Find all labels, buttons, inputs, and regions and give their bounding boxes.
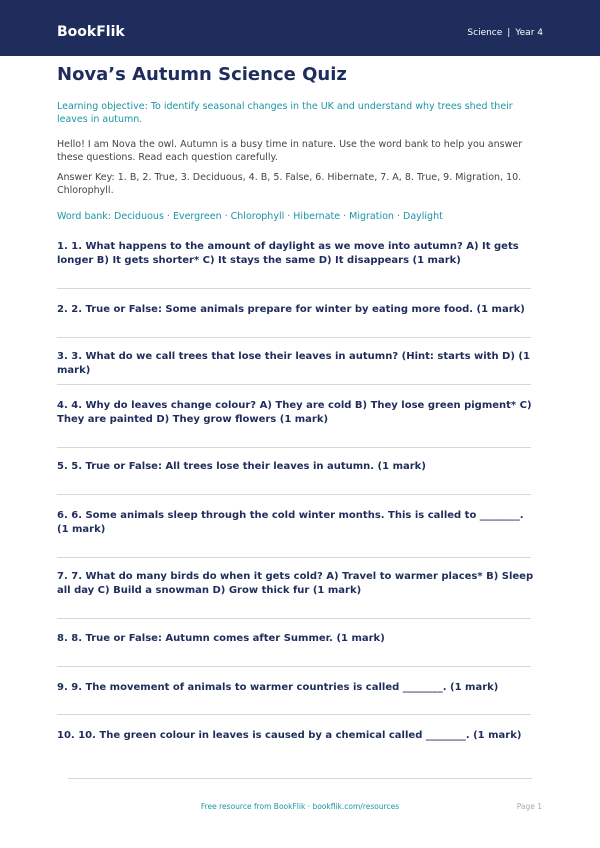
answer-line (57, 666, 531, 667)
answer-line (57, 447, 531, 448)
question-8: 8. 8. True or False: Autumn comes after Summer. (1 mark) (57, 633, 385, 644)
question-7: 7. 7. What do many birds do when it gets cold? A) Travel to warmer places* B) Sleep all day C) Build a snowman D) Grow thick fur (1 mark) (57, 571, 534, 596)
word-bank: Word bank: Deciduous · Evergreen · Chlorophyll · Hibernate · Migration · Daylight (57, 211, 443, 222)
footer-resource-link[interactable]: Free resource from BookFlik · bookflik.com/resources (200, 802, 400, 811)
page-header (0, 0, 600, 56)
answer-key: Answer Key: 1. B, 2. True, 3. Deciduous, 4. B, 5. False, 6. Hibernate, 7. A, 8. True, 9. Migration, 10. Chlorophyll. (57, 172, 522, 196)
question-9: 9. 9. The movement of animals to warmer countries is called ________. (1 mark) (57, 682, 499, 693)
answer-line (57, 557, 531, 558)
answer-line (57, 288, 531, 289)
brand-logo[interactable]: BookFlik (57, 24, 125, 40)
intro-text: Hello! I am Nova the owl. Autumn is a busy time in nature. Use the word bank to help you answer these questions. Read each question carefully. (57, 139, 523, 163)
answer-line (57, 494, 531, 495)
subject-year-label (467, 28, 543, 38)
page-title: Nova’s Autumn Science Quiz (57, 64, 347, 85)
footer-divider (68, 778, 532, 779)
question-4: 4. 4. Why do leaves change colour? A) They are cold B) They lose green pigment* C) They are painted D) They grow flowers (1 mark) (57, 400, 532, 425)
answer-line (57, 337, 531, 338)
question-5: 5. 5. True or False: All trees lose their leaves in autumn. (1 mark) (57, 461, 426, 472)
question-10: 10. 10. The green colour in leaves is caused by a chemical called ________. (1 mark) (57, 730, 522, 741)
question-2: 2. 2. True or False: Some animals prepare for winter by eating more food. (1 mark) (57, 304, 525, 315)
page-number: Page 1 (516, 802, 542, 811)
answer-line (57, 714, 531, 715)
question-6: 6. 6. Some animals sleep through the cold winter months. This is called to ________. (1 mark) (57, 510, 524, 535)
answer-line (57, 618, 531, 619)
question-1: 1. 1. What happens to the amount of daylight as we move into autumn? A) It gets longer B) It gets shorter* C) It stays the same D) It disappears (1 mark) (57, 241, 519, 266)
subject-label: Science (467, 28, 503, 38)
meta-separator: | (507, 28, 511, 38)
question-3: 3. 3. What do we call trees that lose their leaves in autumn? (Hint: starts with D) (1 mark) (57, 351, 530, 376)
answer-line (57, 384, 531, 385)
year-label: Year 4 (515, 28, 543, 38)
learning-objective: Learning objective: To identify seasonal changes in the UK and understand why trees shed their leaves in autumn. (57, 101, 513, 125)
